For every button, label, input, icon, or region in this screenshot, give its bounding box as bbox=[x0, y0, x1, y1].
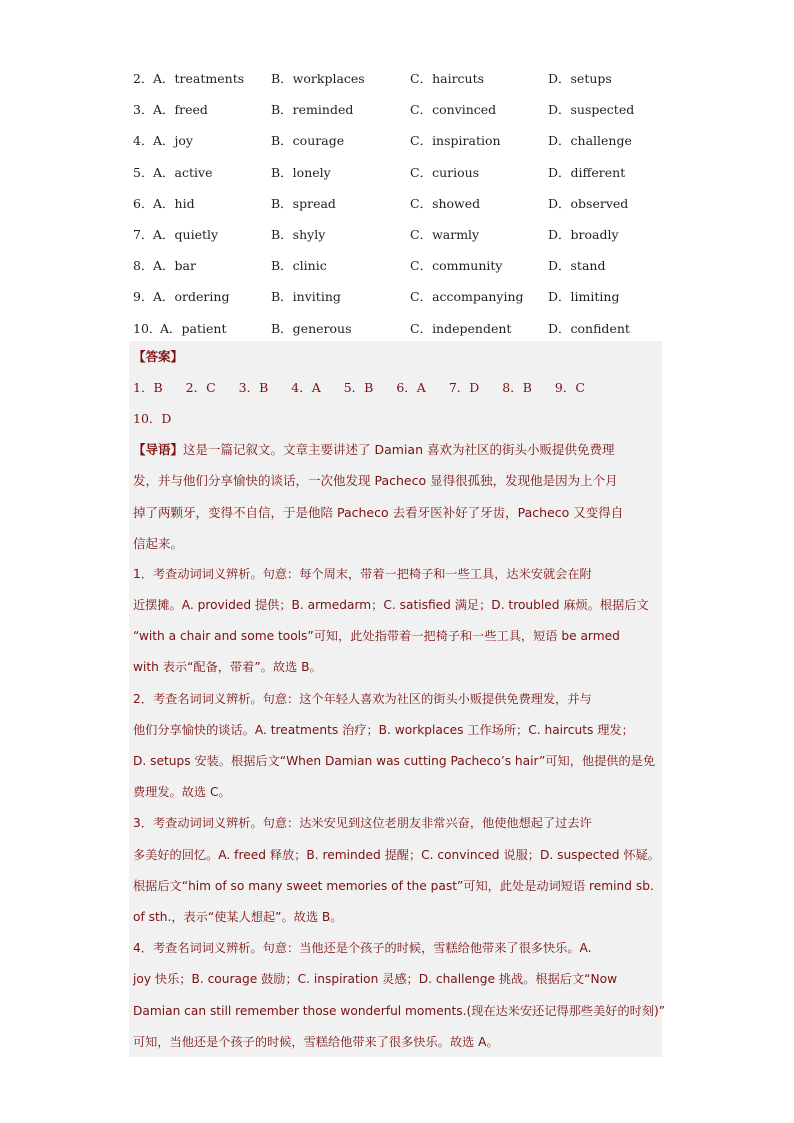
intro-text: 这是一篇记叙文。文章主要讲述了 Damian 喜欢为社区的街头小贩提供免费理 bbox=[183, 442, 615, 457]
option-c: C．inspiration bbox=[410, 133, 501, 149]
answer-key: 6．A bbox=[396, 380, 426, 395]
option-b: B．courage bbox=[271, 133, 345, 149]
option-b: B．workplaces bbox=[271, 71, 365, 86]
question-number: 10． bbox=[133, 320, 162, 336]
option-b: B．reminded bbox=[271, 102, 354, 118]
intro-line: 发，并与他们分享愉快的谈话，一次他发现 Pacheco 显得很孤独，发现他是因为上个月 bbox=[133, 473, 618, 488]
option-a: A．freed bbox=[153, 102, 208, 118]
option-a: A．ordering bbox=[153, 289, 230, 305]
answer-key: 5．B bbox=[343, 380, 374, 395]
option-d: D．different bbox=[548, 164, 626, 180]
option-d: D．broadly bbox=[548, 226, 619, 242]
option-c: C．independent bbox=[410, 320, 512, 336]
option-c: C．community bbox=[410, 258, 503, 274]
option-d: D．confident bbox=[548, 320, 630, 336]
answer-key: 9．C bbox=[554, 380, 585, 395]
answer-key: 4．A bbox=[291, 380, 321, 395]
option-row bbox=[133, 253, 693, 284]
option-c: C．haircuts bbox=[410, 71, 485, 86]
option-row bbox=[133, 97, 693, 128]
option-c: C．showed bbox=[410, 195, 481, 211]
question-number: 4． bbox=[133, 133, 154, 149]
explanation-line: 可知，当他还是个孩子的时候，雪糕给他带来了很多快乐。故选 A。 bbox=[133, 1035, 499, 1049]
explanation-line: 3．考查动词词义辨析。句意：达米安见到这位老朋友非常兴奋，他使他想起了过去许 bbox=[133, 816, 592, 830]
explanation-line: of sth.，表示“使某人想起”。故选 B。 bbox=[133, 910, 343, 924]
option-row bbox=[133, 160, 693, 191]
option-a: A．bar bbox=[153, 258, 196, 274]
intro-label: 【导语】 bbox=[133, 442, 184, 457]
explanation-line: 费理发。故选 C。 bbox=[133, 785, 231, 799]
question-number: 6． bbox=[133, 195, 154, 211]
explanation-line: 多美好的回忆。A. freed 释放；B. reminded 提醒；C. convinced 说服；D. suspected 怀疑。 bbox=[133, 848, 660, 862]
answer-label: 【答案】 bbox=[133, 349, 184, 364]
intro-line: 信起来。 bbox=[133, 536, 184, 551]
option-row bbox=[133, 128, 693, 159]
option-a: A．patient bbox=[160, 320, 227, 336]
option-a: A．joy bbox=[153, 133, 193, 149]
option-b: B．inviting bbox=[271, 289, 341, 305]
option-a: A．treatments bbox=[153, 71, 245, 86]
explanation-line: 根据后文“him of so many sweet memories of the past”可知，此处是动词短语 remind sb. bbox=[133, 879, 654, 893]
option-d: D．observed bbox=[548, 195, 629, 211]
option-b: B．shyly bbox=[271, 226, 326, 242]
option-c: C．warmly bbox=[410, 226, 480, 242]
answer-key: 1．B bbox=[133, 380, 163, 395]
option-d: D．setups bbox=[548, 71, 612, 86]
option-c: C．accompanying bbox=[410, 289, 524, 305]
option-a: A．quietly bbox=[153, 226, 219, 242]
question-number: 3． bbox=[133, 102, 154, 118]
explanation-line: 4．考查名词词义辨析。句意：当他还是个孩子的时候，雪糕给他带来了很多快乐。A. bbox=[133, 941, 592, 955]
answer-key: 10．D bbox=[133, 411, 172, 426]
intro-line: 掉了两颗牙，变得不自信，于是他陪 Pacheco 去看牙医补好了牙齿，Pacheco 又变得自 bbox=[133, 505, 624, 520]
option-b: B．clinic bbox=[271, 258, 327, 274]
options-list bbox=[133, 66, 693, 347]
explanation-line: Damian can still remember those wonderful moments.(现在达米安还记得那些美好的时刻)” bbox=[133, 1004, 666, 1018]
explanation-line: D. setups 安装。根据后文“When Damian was cutting Pacheco’s hair”可知，他提供的是免 bbox=[133, 754, 656, 768]
option-row bbox=[133, 222, 693, 253]
option-row bbox=[133, 66, 693, 97]
answer-key: 2．C bbox=[185, 380, 216, 395]
option-d: D．suspected bbox=[548, 102, 635, 118]
option-row bbox=[133, 191, 693, 222]
question-number: 5． bbox=[133, 164, 154, 180]
question-number: 2． bbox=[133, 71, 154, 86]
answer-key: 8．B bbox=[502, 380, 532, 395]
option-a: A．active bbox=[153, 164, 213, 180]
answer-key: 3．B bbox=[238, 380, 269, 395]
option-d: D．challenge bbox=[548, 133, 632, 149]
explanation-line: 1．考查动词词义辨析。句意：每个周末，带着一把椅子和一些工具，达米安就会在附 bbox=[133, 567, 592, 581]
intro-line bbox=[133, 434, 614, 465]
explanation-line: 近摆摊。A. provided 提供；B. armedarm；C. satisfied 满足；D. troubled 麻烦。根据后文 bbox=[133, 598, 649, 612]
question-number: 8． bbox=[133, 258, 154, 274]
option-a: A．hid bbox=[153, 195, 195, 211]
explanation-line: joy 快乐；B. courage 鼓励；C. inspiration 灵感；D. challenge 挑战。根据后文“Now bbox=[133, 972, 618, 986]
option-b: B．spread bbox=[271, 195, 336, 211]
answer-key: 7．D bbox=[448, 380, 480, 395]
option-d: D．limiting bbox=[548, 289, 620, 305]
option-row bbox=[133, 284, 693, 315]
option-b: B．lonely bbox=[271, 164, 331, 180]
question-number: 7． bbox=[133, 226, 154, 242]
option-c: C．curious bbox=[410, 164, 480, 180]
option-c: C．convinced bbox=[410, 102, 497, 118]
explanation-line: 他们分享愉快的谈话。A. treatments 治疗；B. workplaces 工作场所；C. haircuts 理发； bbox=[133, 723, 634, 737]
option-b: B．generous bbox=[271, 320, 352, 336]
option-d: D．stand bbox=[548, 258, 606, 274]
explanation-line: 2．考查名词词义辨析。句意：这个年轻人喜欢为社区的街头小贩提供免费理发，并与 bbox=[133, 692, 592, 706]
explanation-line: with 表示“配备，带着”。故选 B。 bbox=[133, 660, 322, 674]
answer-key-row bbox=[133, 372, 604, 403]
explanation-line: “with a chair and some tools”可知，此处指带着一把椅子和一些工具，短语 be armed bbox=[133, 629, 620, 643]
question-number: 9． bbox=[133, 289, 154, 305]
